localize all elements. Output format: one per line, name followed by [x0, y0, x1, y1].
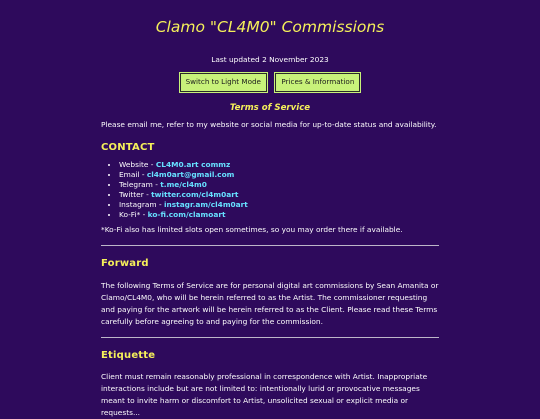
contact-item-twitter	[119, 190, 439, 200]
button-row	[101, 73, 439, 91]
contact-item-telegram	[119, 180, 439, 190]
divider	[101, 245, 439, 246]
last-updated: Last updated 2 November 2023	[211, 54, 329, 64]
contact-label: Website -	[119, 160, 156, 170]
page-title: Clamo "CL4M0" Commissions	[155, 18, 385, 36]
contact-label: Instagram -	[119, 200, 164, 210]
contact-item-email	[119, 170, 439, 180]
website-link[interactable]: CL4M0.art commz	[155, 160, 231, 170]
page-content	[101, 0, 439, 419]
contact-label: Ko-Fi* -	[119, 210, 148, 220]
instagram-link[interactable]: instagr.am/cl4m0art	[163, 200, 248, 210]
intro-text: Please email me, refer to my website or social media for up-to-date status and availability.	[101, 120, 437, 130]
kofi-link[interactable]: ko-fi.com/clamoart	[147, 210, 226, 220]
forward-heading: Forward	[101, 258, 149, 270]
contact-label: Twitter -	[119, 190, 152, 200]
kofi-note: *Ko-Fi also has limited slots open sometimes, so you may order there if available.	[101, 225, 403, 235]
contact-item-kofi	[119, 210, 439, 220]
contact-label: Email -	[119, 170, 147, 180]
light-mode-button[interactable]: Switch to Light Mode	[180, 73, 267, 91]
contact-item-website	[119, 160, 439, 170]
contact-heading: CONTACT	[101, 141, 155, 153]
twitter-link[interactable]: twitter.com/cl4m0art	[151, 190, 239, 200]
contact-label: Telegram -	[119, 180, 161, 190]
contact-list	[101, 160, 439, 220]
terms-of-service-link[interactable]: Terms of Service	[229, 102, 311, 113]
forward-text: The following Terms of Service are for personal digital art commissions by Sean Amanita or Clamo/CL4M0, who will be herein referred to as the Artist. The commissioner requesting and paying for the artwork will be herein referred to as the Client. Please read these Terms carefully before agreeing to and paying for the commission.	[101, 280, 439, 326]
telegram-link[interactable]: t.me/cl4m0	[160, 180, 207, 190]
contact-item-instagram	[119, 200, 439, 210]
etiquette-heading: Etiquette	[101, 349, 156, 361]
etiquette-text: Client must remain reasonably professional in correspondence with Artist. Inappropriate interactions include but are not limited to: intentionally lurid or provocative messages meant to invite harm or discomfort to Artist, unsolicited sexual or explicit media or requests...	[101, 372, 428, 417]
prices-button[interactable]: Prices & Information	[275, 73, 360, 91]
divider	[101, 337, 439, 338]
email-link[interactable]: cl4m0art@gmail.com	[146, 170, 235, 180]
